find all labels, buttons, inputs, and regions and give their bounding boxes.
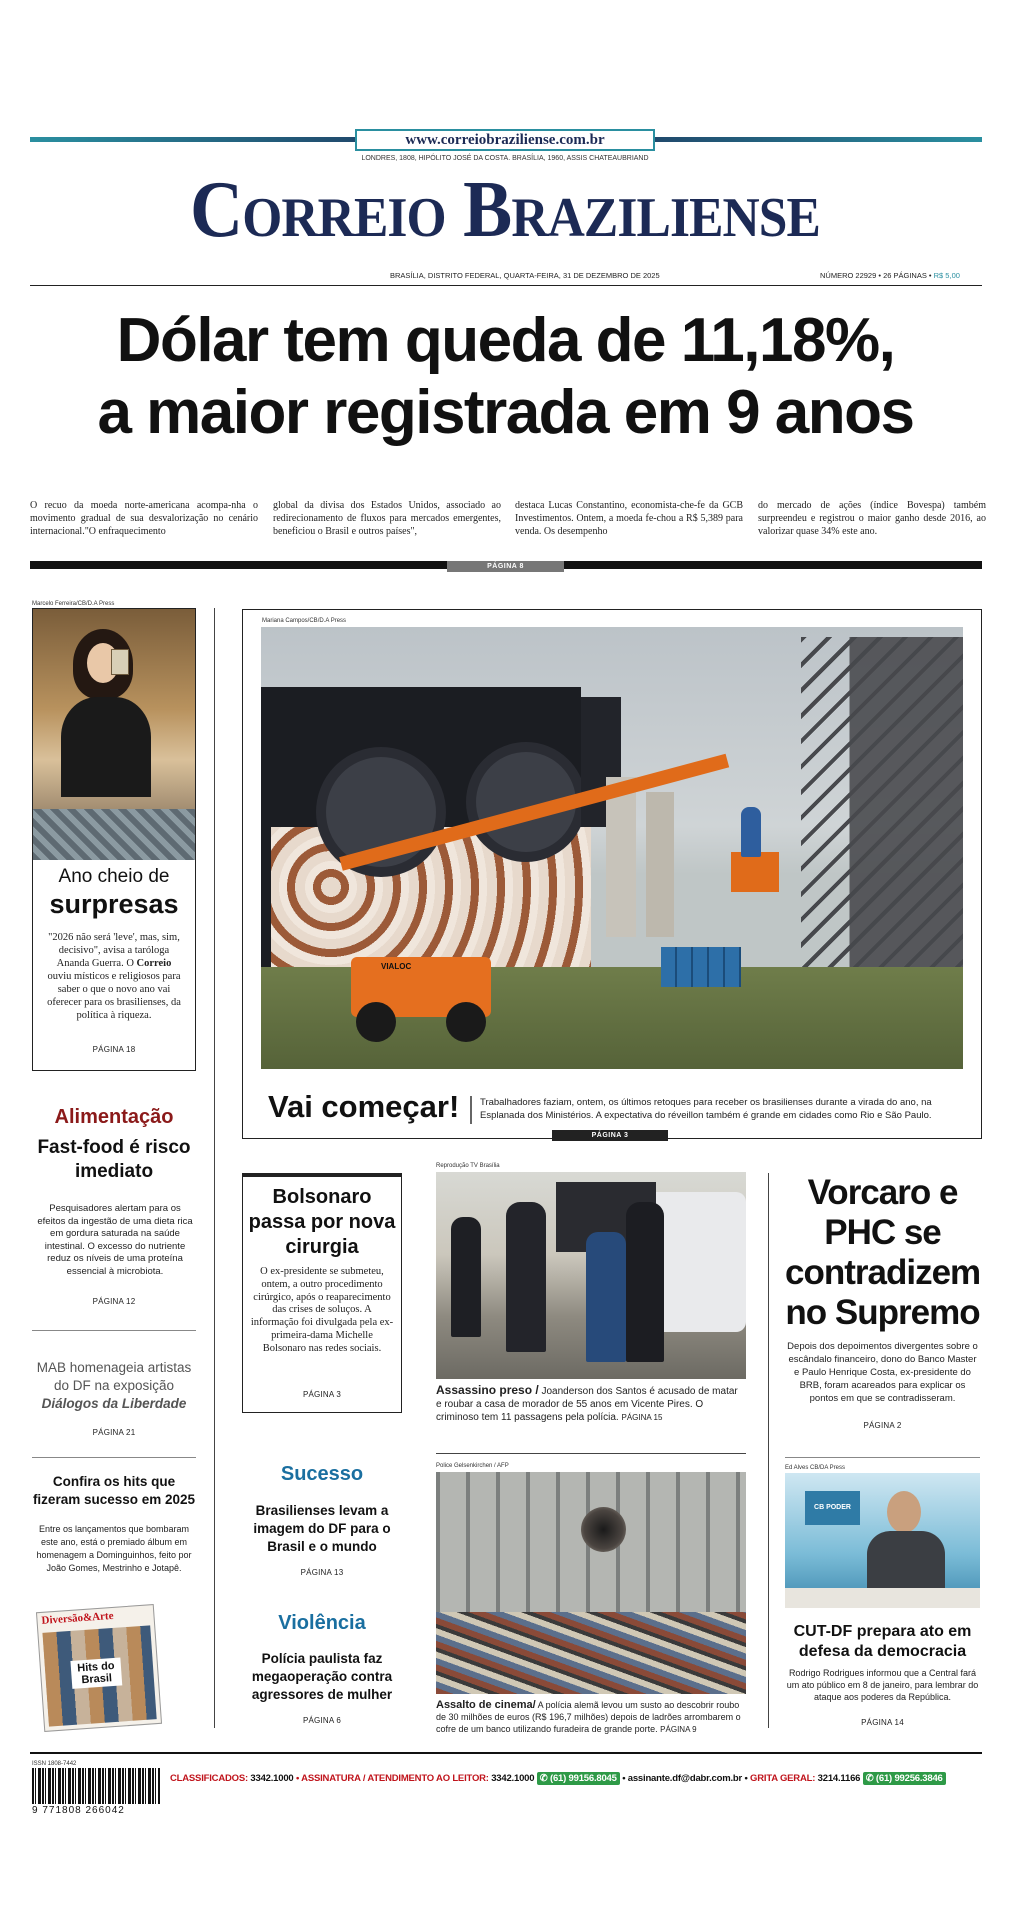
left-feature-kicker: Ano cheio de [58, 866, 170, 887]
vorcaro-page-ref[interactable]: PÁGINA 2 [863, 1421, 902, 1430]
footer-contacts [170, 1773, 988, 1784]
alimentacao-section: Alimentação [54, 1106, 174, 1128]
left-feature-body [44, 931, 184, 1022]
bolsonaro-title[interactable]: Bolsonaro passa por nova cirurgia [248, 1186, 396, 1258]
sucesso-page-ref[interactable]: PÁGINA 13 [300, 1568, 344, 1577]
whatsapp-badge-2[interactable] [863, 1772, 946, 1785]
officer-3 [626, 1202, 664, 1362]
vorcaro-title[interactable]: Vorcaro e PHC se contradizem no Supremo [785, 1173, 981, 1332]
grita-label: GRITA GERAL: [750, 1773, 816, 1784]
scattered-boxes [436, 1612, 746, 1694]
tv-interview-photo [785, 1473, 980, 1608]
cutdf-title[interactable]: CUT-DF prepara ato em defesa da democracia [793, 1623, 972, 1660]
site-url[interactable]: www.correiobraziliense.com.br [355, 129, 655, 151]
whatsapp-icon: ✆ [539, 1773, 548, 1784]
left-divider-2 [32, 1457, 196, 1458]
sucesso-section: Sucesso [280, 1463, 364, 1485]
lead-headline-line1[interactable]: Dólar tem queda de 11,18%, [116, 306, 895, 375]
vorcaro-body: Depois dos depoimentos divergentes sobre o escândalo financeiro, dono do Banco Master e Paulo Henrique Costa, ex-presidente do BRB, foram acareados para explicar os pontos em que se contradisseram. [787, 1341, 978, 1404]
porta-potties [661, 947, 741, 987]
police-arrest-photo [436, 1172, 746, 1379]
classificados-label: CLASSIFICADOS: [170, 1773, 248, 1784]
tarot-photo [33, 609, 195, 860]
thumb-headline: Hits do Brasil [70, 1657, 122, 1688]
masthead-rule-bottom [30, 285, 982, 286]
tarot-card [111, 649, 129, 675]
assassino-caption [436, 1384, 746, 1424]
center-divider [436, 1453, 746, 1454]
assinatura-phone[interactable]: 3342.1000 [491, 1773, 535, 1784]
lead-page-ref[interactable]: PÁGINA 8 [447, 561, 564, 572]
main-photo-credit: Mariana Campos/CB/D.A Press [262, 618, 347, 624]
main-photo-page-ref[interactable]: PÁGINA 3 [552, 1130, 668, 1141]
assinatura-label: • ASSINATURA / ATENDIMENTO AO LEITOR: [295, 1773, 489, 1784]
assassino-credit: Reprodução TV Brasília [436, 1163, 500, 1169]
tarot-reader-body [61, 697, 151, 797]
lift-basket [731, 852, 779, 892]
footer-rule [30, 1752, 982, 1754]
alimentacao-page-ref[interactable]: PÁGINA 12 [92, 1297, 136, 1306]
violencia-title[interactable]: Polícia paulista faz megaoperação contra agressores de mulher [251, 1651, 393, 1702]
ministry-building-1 [606, 777, 636, 937]
main-photo-caption-title[interactable]: Vai começar! [268, 1089, 460, 1124]
right-divider [785, 1457, 980, 1458]
founders-line: LONDRES, 1808, HIPÓLITO JOSÉ DA COSTA. BRASÍLIA, 1960, ASSIS CHATEAUBRIAND [361, 155, 649, 162]
assassino-title[interactable]: Assassino preso / [436, 1383, 539, 1397]
violencia-section: Violência [278, 1612, 366, 1634]
barcode [32, 1768, 160, 1804]
left-feature-body-brand: Correio [136, 958, 172, 969]
officer-2 [506, 1202, 546, 1352]
assinante-email[interactable]: • assinante.df@dabr.com.br • [622, 1773, 748, 1784]
tarot-table [33, 809, 195, 860]
assassino-text: Joanderson dos Santos é acusado de matar e roubar a casa de morador de 55 anos em Vicente Pires. O criminoso tem 11 passagens pela polícia. [436, 1386, 738, 1423]
ministry-building-2 [646, 792, 674, 937]
assalto-title[interactable]: Assalto de cinema/ [436, 1699, 536, 1711]
desk [785, 1588, 980, 1608]
newspaper-logo[interactable]: Correio Braziliense [190, 166, 820, 254]
left-feature-title[interactable]: surpresas [49, 889, 179, 919]
assalto-page-ref[interactable]: PÁGINA 9 [660, 1725, 697, 1734]
whatsapp-icon: ✆ [865, 1773, 874, 1784]
mab-title-exhibition: Diálogos da Liberdade [41, 1396, 187, 1411]
hits-body: Entre os lançamentos que bombaram este ano, está o premiado álbum em homenagem a Dominguinhos, feito por João Gomes, Mestrinho e Jotapê. [36, 1524, 192, 1573]
lead-headline-line2[interactable]: a maior registrada em 9 anos [97, 378, 914, 447]
lead-col-4: do mercado de ações (índice Bovespa) também surpreendeu e registrou o maior ganho desde 2016, ao valorizar quase 34% este ano. [758, 500, 986, 537]
thumb-brand: Diversão&Arte [41, 1609, 114, 1627]
left-feature-body-text-2: ouviu místicos e religiosos para saber o que o novo ano vai oferecer para os brasilienses, da política à riqueza. [47, 971, 181, 1021]
mab-title[interactable] [32, 1359, 196, 1413]
column-divider-right [768, 1173, 769, 1728]
lift-worker [741, 807, 761, 857]
grita-phone[interactable]: 3214.1166 [817, 1773, 861, 1784]
stage-construction-photo [261, 627, 963, 1069]
main-photo-caption-text: Trabalhadores faziam, ontem, os últimos retoques para receber os brasilienses durante a virada do ano, na Esplanada dos Ministérios. A expectativa do réveillon também é grande em cidades como Rio e São Paulo. [480, 1097, 932, 1121]
bolsonaro-page-ref[interactable]: PÁGINA 3 [302, 1390, 342, 1399]
tv-screen: CB PODER [805, 1491, 860, 1525]
assalto-text: A polícia alemã levou um susto ao descobrir roubo de 30 milhões de euros (R$ 196,7 milhões) depois de ladrões arrombarem o cofre de um banco utilizando furadeira de grande porte. [436, 1700, 741, 1734]
edition-number: NÚMERO 22929 • 26 PÁGINAS • [820, 271, 932, 280]
cutdf-credit: Ed Alves CB/DA Press [785, 1465, 846, 1471]
lift-wheel-2 [446, 1002, 486, 1042]
violencia-page-ref[interactable]: PÁGINA 6 [302, 1716, 342, 1725]
interviewee-head [887, 1491, 921, 1533]
cutdf-body: Rodrigo Rodrigues informou que a Central fará um ato público em 8 de janeiro, para lembrar do ataque aos poderes da República. [786, 1668, 979, 1702]
left-divider-1 [32, 1330, 196, 1331]
assassino-page-ref[interactable]: PÁGINA 15 [621, 1413, 663, 1422]
assalto-credit: Police Gelsenkirchen / AFP [436, 1463, 509, 1469]
mab-title-text: MAB homenageia artistas do DF na exposição [36, 1360, 192, 1393]
assalto-caption [436, 1699, 746, 1736]
left-feature-body-text-1: "2026 não será 'leve', mas, sim, decisivo", avisa a taróloga Ananda Guerra. O [48, 932, 180, 969]
alimentacao-body: Pesquisadores alertam para os efeitos da ingestão de uma dieta rica em gordura saturada na saúde intestinal. O excesso do nutriente reduz os níveis de uma proteína essencial à microbiota. [37, 1203, 193, 1277]
left-photo-credit: Marcelo Ferreira/CB/D.A Press [32, 601, 115, 607]
mab-page-ref[interactable]: PÁGINA 21 [92, 1428, 136, 1437]
barcode-number: 9 771808 266042 [32, 1805, 125, 1816]
hits-title[interactable]: Confira os hits que fizeram sucesso em 2025 [32, 1474, 196, 1507]
barcode-issn: ISSN 1808-7442 [32, 1761, 77, 1767]
sucesso-title[interactable]: Brasilienses levam a imagem do DF para o Brasil e o mundo [253, 1503, 391, 1554]
whatsapp-badge-1[interactable] [537, 1772, 620, 1785]
caption-divider [470, 1096, 472, 1124]
lead-col-1: O recuo da moeda norte-americana acompa-nha o movimento gradual de sua desvalorização no cenário internacional."O enfraquecimento [30, 500, 258, 537]
lead-col-2: global da divisa dos Estados Unidos, associado ao redirecionamento de fluxos para mercados emergentes, beneficiou o Brasil e outros países", [273, 500, 501, 537]
edition-info [820, 271, 990, 280]
suspect [586, 1232, 626, 1362]
left-feature-page-ref[interactable]: PÁGINA 18 [92, 1045, 136, 1054]
whatsapp-number-1: (61) 99156.8045 [550, 1773, 617, 1784]
lift-label: VIALOC [381, 962, 412, 971]
diversao-arte-thumbnail[interactable] [36, 1604, 162, 1732]
officer-1 [451, 1217, 481, 1337]
lead-col-3: destaca Lucas Constantino, economista-che-fe da GCB Investimentos. Ontem, a moeda fe-chou a R$ 5,389 para venda. Os desempenho [515, 500, 743, 537]
classificados-phone[interactable]: 3342.1000 [250, 1773, 294, 1784]
alimentacao-title[interactable]: Fast-food é risco imediato [37, 1137, 191, 1182]
lift-wheel-1 [356, 1002, 396, 1042]
whatsapp-number-2: (61) 99256.3846 [875, 1773, 943, 1784]
price: R$ 5,00 [933, 271, 960, 280]
column-divider-left [214, 608, 215, 1728]
vault-hole [581, 1507, 626, 1552]
dateline: BRASÍLIA, DISTRITO FEDERAL, QUARTA-FEIRA, 31 DE DEZEMBRO DE 2025 [390, 271, 660, 280]
cutdf-page-ref[interactable]: PÁGINA 14 [861, 1718, 904, 1727]
bank-vault-photo [436, 1472, 746, 1694]
bolsonaro-body: O ex-presidente se submeteu, ontem, a outro procedimento cirúrgico, após o reaparecimento das crises de soluços. A informação foi divulgada pela ex-primeira-dama Michelle Bolsonaro nas redes sociais. [250, 1266, 394, 1354]
